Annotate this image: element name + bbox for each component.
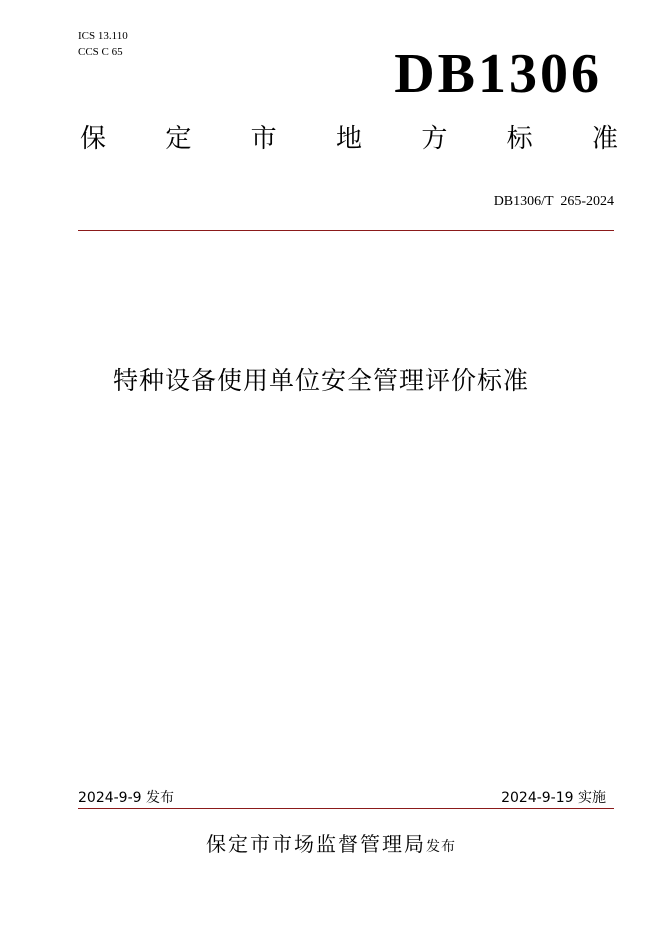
standard-type-char: 标 <box>506 124 533 154</box>
standard-type-char: 定 <box>165 124 192 154</box>
issuer-line <box>0 829 662 862</box>
ccs-code: CCS C 65 <box>78 46 123 58</box>
document-title: 特种设备使用单位安全管理评价标准 <box>112 366 529 395</box>
bottom-divider <box>78 808 614 809</box>
top-divider <box>78 230 614 231</box>
standard-type-char: 地 <box>335 124 362 154</box>
standard-type-heading <box>80 121 618 157</box>
effective-date: 2024-9-19 实施 <box>501 790 606 806</box>
standard-type-char: 方 <box>421 124 448 154</box>
db-code-heading: DB1306 <box>394 43 602 105</box>
issuer-suffix: 发布 <box>426 839 456 855</box>
standard-type-char: 准 <box>591 124 618 154</box>
standard-type-char: 市 <box>250 124 277 154</box>
issuer-name: 保定市市场监督管理局 <box>206 832 426 856</box>
standard-number: DB1306/T 265-2024 <box>493 194 614 209</box>
standard-type-char: 保 <box>80 124 107 154</box>
publish-date: 2024-9-9 发布 <box>78 790 174 806</box>
ics-code: ICS 13.110 <box>78 30 128 42</box>
